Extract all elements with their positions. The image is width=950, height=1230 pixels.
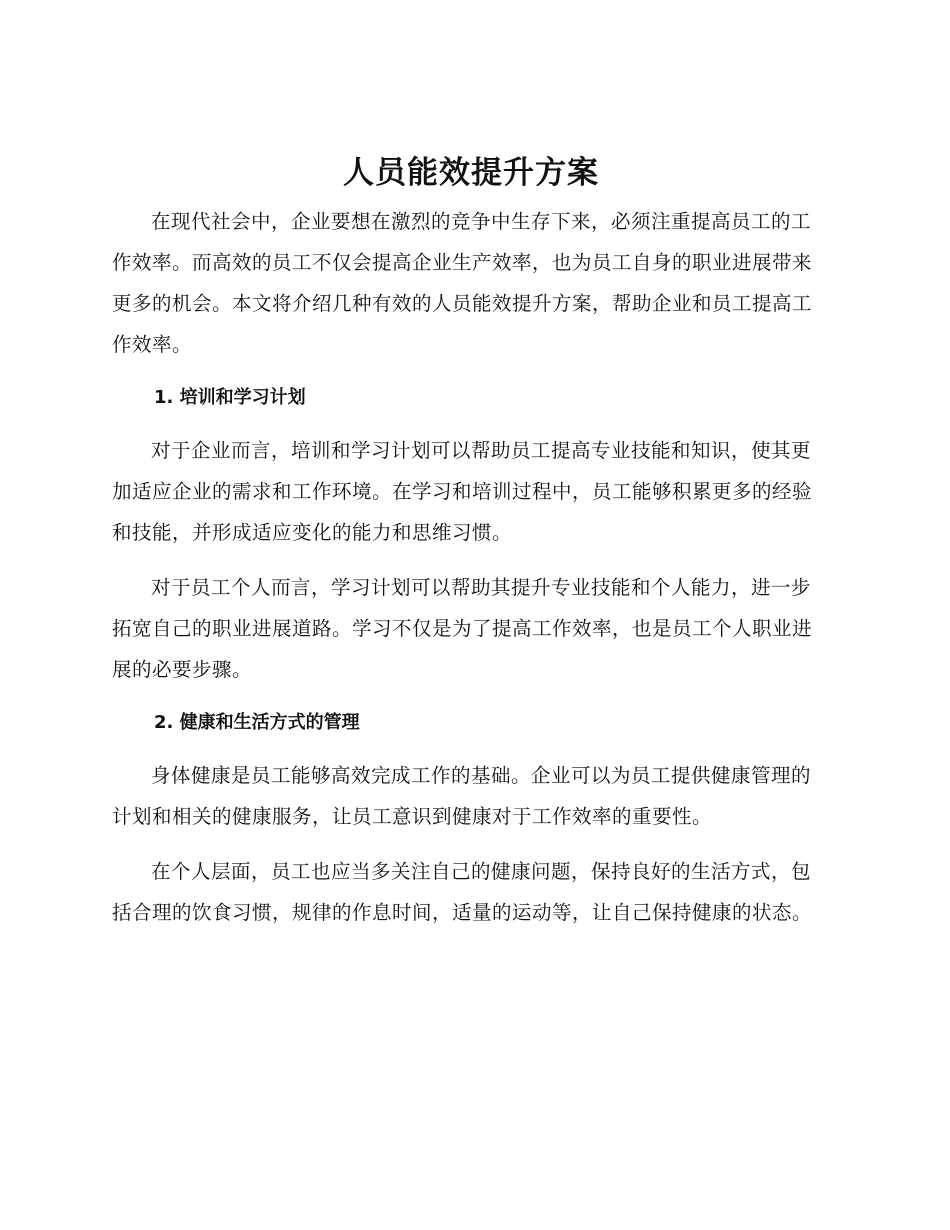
training-paragraph-2: 对于员工个人而言，学习计划可以帮助其提升专业技能和个人能力，进一步拓宽自己的职业进展道路。学习不仅是为了提高工作效率，也是员工个人职业进展的必要步骤。 (112, 576, 813, 681)
intro-paragraph: 在现代社会中，企业要想在激烈的竞争中生存下来，必须注重提高员工的工作效率。而高效的员工不仅会提高企业生产效率，也为员工自身的职业进展带来更多的机会。本文将介绍几种有效的人员能效提升方案，帮助企业和员工提高工作效率。 (112, 210, 813, 356)
spacer (112, 553, 830, 567)
section-heading-health: 2. 健康和生活方式的管理 (154, 712, 360, 733)
spacer (112, 743, 830, 755)
training-paragraph-1: 对于企业而言，培训和学习计划可以帮助员工提高专业技能和知识，使其更加适应企业的需求和工作环境。在学习和培训过程中，员工能够积累更多的经验和技能，并形成适应变化的能力和思维习惯。 (112, 439, 813, 544)
spacer (112, 690, 830, 702)
document-page (112, 145, 830, 933)
section-heading-training: 1. 培训和学习计划 (154, 387, 306, 408)
health-paragraph-2: 在个人层面，员工也应当多关注自己的健康问题，保持良好的生活方式，包括合理的饮食习惯，规律的作息时间，适量的运动等，让自己保持健康的状态。 (112, 860, 813, 924)
health-paragraph-1: 身体健康是员工能够高效完成工作的基础。企业可以为员工提供健康管理的计划和相关的健康服务，让员工意识到健康对于工作效率的重要性。 (112, 764, 812, 828)
spacer (112, 418, 830, 430)
spacer (112, 837, 830, 851)
document-title: 人员能效提升方案 (343, 155, 599, 191)
spacer (112, 365, 830, 377)
